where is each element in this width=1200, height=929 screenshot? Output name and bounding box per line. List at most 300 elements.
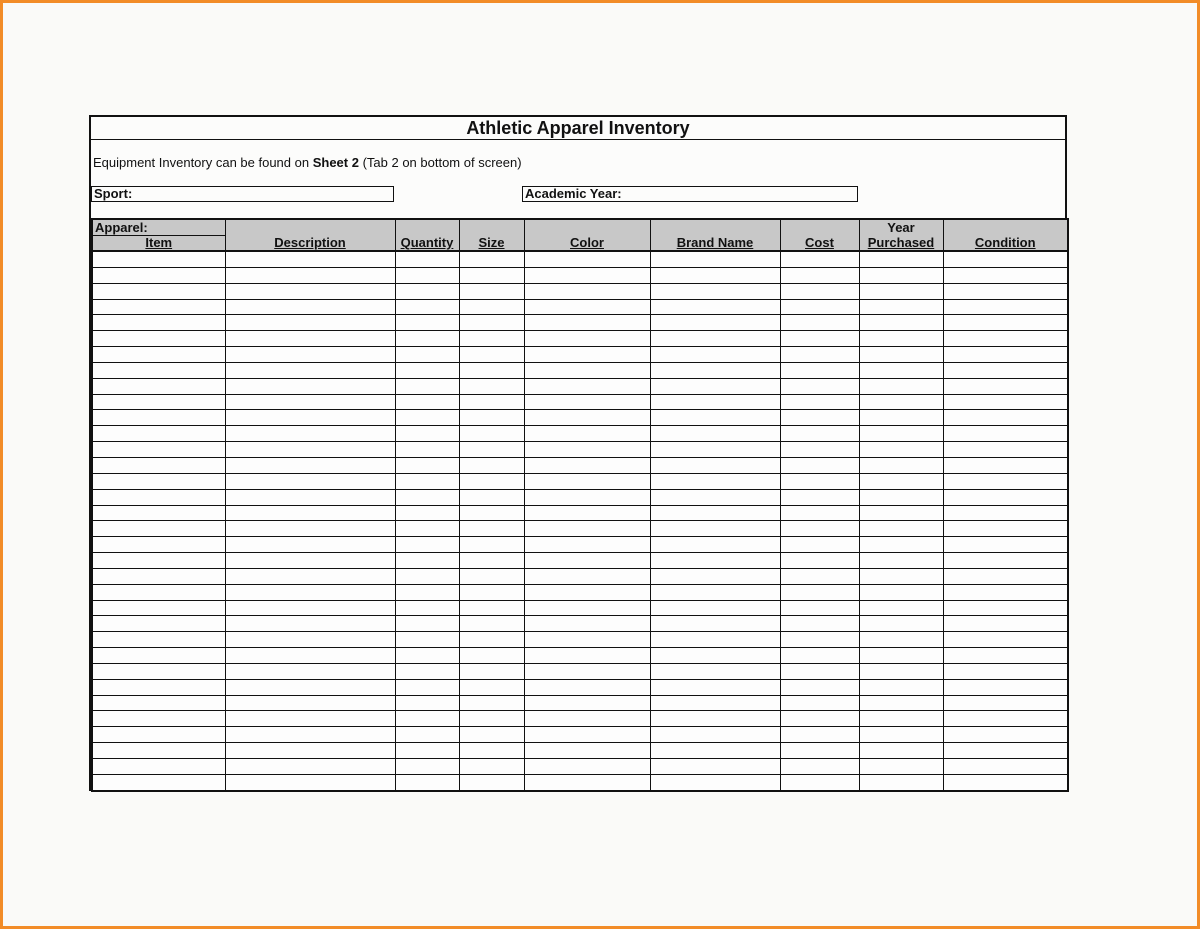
- cell-item[interactable]: [92, 663, 225, 679]
- cell-brand_name[interactable]: [650, 505, 780, 521]
- cell-year_purchased[interactable]: [859, 663, 943, 679]
- cell-description[interactable]: [225, 648, 395, 664]
- cell-quantity[interactable]: [395, 378, 459, 394]
- cell-quantity[interactable]: [395, 521, 459, 537]
- cell-condition[interactable]: [943, 315, 1068, 331]
- cell-description[interactable]: [225, 600, 395, 616]
- cell-description[interactable]: [225, 616, 395, 632]
- cell-quantity[interactable]: [395, 584, 459, 600]
- cell-item[interactable]: [92, 568, 225, 584]
- cell-cost[interactable]: [780, 315, 859, 331]
- cell-color[interactable]: [524, 632, 650, 648]
- cell-cost[interactable]: [780, 473, 859, 489]
- cell-color[interactable]: [524, 378, 650, 394]
- cell-item[interactable]: [92, 743, 225, 759]
- cell-brand_name[interactable]: [650, 347, 780, 363]
- cell-quantity[interactable]: [395, 362, 459, 378]
- cell-year_purchased[interactable]: [859, 774, 943, 790]
- cell-brand_name[interactable]: [650, 759, 780, 775]
- cell-condition[interactable]: [943, 505, 1068, 521]
- cell-size[interactable]: [459, 584, 524, 600]
- cell-brand_name[interactable]: [650, 695, 780, 711]
- cell-color[interactable]: [524, 663, 650, 679]
- cell-item[interactable]: [92, 679, 225, 695]
- cell-description[interactable]: [225, 489, 395, 505]
- cell-color[interactable]: [524, 410, 650, 426]
- cell-cost[interactable]: [780, 648, 859, 664]
- cell-year_purchased[interactable]: [859, 331, 943, 347]
- cell-cost[interactable]: [780, 505, 859, 521]
- cell-item[interactable]: [92, 537, 225, 553]
- cell-condition[interactable]: [943, 362, 1068, 378]
- cell-description[interactable]: [225, 410, 395, 426]
- cell-year_purchased[interactable]: [859, 600, 943, 616]
- cell-description[interactable]: [225, 774, 395, 790]
- cell-year_purchased[interactable]: [859, 473, 943, 489]
- cell-quantity[interactable]: [395, 600, 459, 616]
- cell-item[interactable]: [92, 553, 225, 569]
- cell-condition[interactable]: [943, 426, 1068, 442]
- cell-cost[interactable]: [780, 299, 859, 315]
- cell-brand_name[interactable]: [650, 743, 780, 759]
- cell-size[interactable]: [459, 648, 524, 664]
- cell-year_purchased[interactable]: [859, 442, 943, 458]
- sport-field[interactable]: [91, 186, 394, 202]
- cell-color[interactable]: [524, 267, 650, 283]
- cell-description[interactable]: [225, 663, 395, 679]
- cell-size[interactable]: [459, 600, 524, 616]
- cell-brand_name[interactable]: [650, 283, 780, 299]
- cell-year_purchased[interactable]: [859, 759, 943, 775]
- cell-quantity[interactable]: [395, 537, 459, 553]
- cell-cost[interactable]: [780, 743, 859, 759]
- cell-cost[interactable]: [780, 759, 859, 775]
- cell-size[interactable]: [459, 410, 524, 426]
- cell-cost[interactable]: [780, 267, 859, 283]
- cell-size[interactable]: [459, 679, 524, 695]
- cell-item[interactable]: [92, 600, 225, 616]
- cell-color[interactable]: [524, 251, 650, 267]
- cell-item[interactable]: [92, 299, 225, 315]
- cell-description[interactable]: [225, 362, 395, 378]
- cell-description[interactable]: [225, 378, 395, 394]
- cell-size[interactable]: [459, 632, 524, 648]
- cell-condition[interactable]: [943, 378, 1068, 394]
- cell-year_purchased[interactable]: [859, 283, 943, 299]
- cell-size[interactable]: [459, 743, 524, 759]
- cell-quantity[interactable]: [395, 426, 459, 442]
- cell-color[interactable]: [524, 315, 650, 331]
- cell-condition[interactable]: [943, 632, 1068, 648]
- cell-color[interactable]: [524, 600, 650, 616]
- cell-condition[interactable]: [943, 616, 1068, 632]
- cell-description[interactable]: [225, 251, 395, 267]
- cell-description[interactable]: [225, 457, 395, 473]
- cell-cost[interactable]: [780, 600, 859, 616]
- cell-cost[interactable]: [780, 489, 859, 505]
- cell-quantity[interactable]: [395, 616, 459, 632]
- cell-cost[interactable]: [780, 553, 859, 569]
- cell-condition[interactable]: [943, 473, 1068, 489]
- cell-color[interactable]: [524, 679, 650, 695]
- cell-quantity[interactable]: [395, 394, 459, 410]
- cell-brand_name[interactable]: [650, 473, 780, 489]
- cell-brand_name[interactable]: [650, 489, 780, 505]
- cell-quantity[interactable]: [395, 743, 459, 759]
- cell-item[interactable]: [92, 426, 225, 442]
- cell-cost[interactable]: [780, 616, 859, 632]
- cell-year_purchased[interactable]: [859, 505, 943, 521]
- cell-color[interactable]: [524, 584, 650, 600]
- cell-year_purchased[interactable]: [859, 553, 943, 569]
- cell-size[interactable]: [459, 695, 524, 711]
- cell-description[interactable]: [225, 759, 395, 775]
- cell-condition[interactable]: [943, 584, 1068, 600]
- cell-cost[interactable]: [780, 331, 859, 347]
- cell-brand_name[interactable]: [650, 568, 780, 584]
- cell-condition[interactable]: [943, 759, 1068, 775]
- cell-size[interactable]: [459, 283, 524, 299]
- cell-condition[interactable]: [943, 679, 1068, 695]
- cell-description[interactable]: [225, 267, 395, 283]
- cell-year_purchased[interactable]: [859, 267, 943, 283]
- cell-condition[interactable]: [943, 727, 1068, 743]
- cell-brand_name[interactable]: [650, 553, 780, 569]
- cell-description[interactable]: [225, 299, 395, 315]
- cell-item[interactable]: [92, 632, 225, 648]
- cell-size[interactable]: [459, 553, 524, 569]
- cell-color[interactable]: [524, 568, 650, 584]
- cell-year_purchased[interactable]: [859, 584, 943, 600]
- cell-cost[interactable]: [780, 394, 859, 410]
- cell-cost[interactable]: [780, 410, 859, 426]
- cell-brand_name[interactable]: [650, 632, 780, 648]
- cell-item[interactable]: [92, 442, 225, 458]
- cell-year_purchased[interactable]: [859, 616, 943, 632]
- cell-quantity[interactable]: [395, 505, 459, 521]
- cell-quantity[interactable]: [395, 727, 459, 743]
- cell-size[interactable]: [459, 489, 524, 505]
- cell-quantity[interactable]: [395, 774, 459, 790]
- cell-condition[interactable]: [943, 743, 1068, 759]
- cell-condition[interactable]: [943, 442, 1068, 458]
- cell-color[interactable]: [524, 648, 650, 664]
- cell-quantity[interactable]: [395, 299, 459, 315]
- cell-description[interactable]: [225, 568, 395, 584]
- cell-description[interactable]: [225, 442, 395, 458]
- cell-color[interactable]: [524, 759, 650, 775]
- cell-color[interactable]: [524, 299, 650, 315]
- cell-brand_name[interactable]: [650, 394, 780, 410]
- cell-quantity[interactable]: [395, 711, 459, 727]
- cell-size[interactable]: [459, 759, 524, 775]
- cell-item[interactable]: [92, 473, 225, 489]
- cell-brand_name[interactable]: [650, 410, 780, 426]
- cell-brand_name[interactable]: [650, 616, 780, 632]
- cell-condition[interactable]: [943, 283, 1068, 299]
- cell-item[interactable]: [92, 505, 225, 521]
- cell-quantity[interactable]: [395, 648, 459, 664]
- cell-size[interactable]: [459, 663, 524, 679]
- cell-condition[interactable]: [943, 774, 1068, 790]
- cell-color[interactable]: [524, 473, 650, 489]
- cell-color[interactable]: [524, 727, 650, 743]
- cell-size[interactable]: [459, 394, 524, 410]
- cell-size[interactable]: [459, 568, 524, 584]
- cell-year_purchased[interactable]: [859, 394, 943, 410]
- cell-description[interactable]: [225, 727, 395, 743]
- cell-description[interactable]: [225, 505, 395, 521]
- cell-condition[interactable]: [943, 648, 1068, 664]
- cell-condition[interactable]: [943, 537, 1068, 553]
- cell-quantity[interactable]: [395, 251, 459, 267]
- cell-brand_name[interactable]: [650, 362, 780, 378]
- cell-brand_name[interactable]: [650, 600, 780, 616]
- cell-color[interactable]: [524, 394, 650, 410]
- cell-item[interactable]: [92, 695, 225, 711]
- cell-item[interactable]: [92, 283, 225, 299]
- cell-description[interactable]: [225, 584, 395, 600]
- cell-year_purchased[interactable]: [859, 489, 943, 505]
- cell-color[interactable]: [524, 616, 650, 632]
- cell-color[interactable]: [524, 442, 650, 458]
- cell-condition[interactable]: [943, 600, 1068, 616]
- cell-size[interactable]: [459, 362, 524, 378]
- cell-item[interactable]: [92, 315, 225, 331]
- cell-year_purchased[interactable]: [859, 695, 943, 711]
- cell-size[interactable]: [459, 457, 524, 473]
- cell-year_purchased[interactable]: [859, 568, 943, 584]
- cell-condition[interactable]: [943, 267, 1068, 283]
- cell-cost[interactable]: [780, 727, 859, 743]
- cell-cost[interactable]: [780, 663, 859, 679]
- cell-size[interactable]: [459, 378, 524, 394]
- cell-cost[interactable]: [780, 584, 859, 600]
- cell-year_purchased[interactable]: [859, 315, 943, 331]
- cell-color[interactable]: [524, 521, 650, 537]
- cell-cost[interactable]: [780, 442, 859, 458]
- cell-color[interactable]: [524, 426, 650, 442]
- cell-item[interactable]: [92, 457, 225, 473]
- cell-size[interactable]: [459, 505, 524, 521]
- cell-cost[interactable]: [780, 679, 859, 695]
- cell-item[interactable]: [92, 267, 225, 283]
- cell-cost[interactable]: [780, 632, 859, 648]
- cell-quantity[interactable]: [395, 267, 459, 283]
- cell-brand_name[interactable]: [650, 663, 780, 679]
- cell-quantity[interactable]: [395, 457, 459, 473]
- cell-brand_name[interactable]: [650, 299, 780, 315]
- cell-condition[interactable]: [943, 711, 1068, 727]
- cell-description[interactable]: [225, 283, 395, 299]
- cell-quantity[interactable]: [395, 283, 459, 299]
- cell-quantity[interactable]: [395, 489, 459, 505]
- cell-cost[interactable]: [780, 362, 859, 378]
- cell-color[interactable]: [524, 695, 650, 711]
- cell-item[interactable]: [92, 584, 225, 600]
- cell-condition[interactable]: [943, 410, 1068, 426]
- cell-color[interactable]: [524, 505, 650, 521]
- cell-description[interactable]: [225, 473, 395, 489]
- cell-brand_name[interactable]: [650, 648, 780, 664]
- cell-year_purchased[interactable]: [859, 743, 943, 759]
- cell-color[interactable]: [524, 743, 650, 759]
- cell-cost[interactable]: [780, 695, 859, 711]
- cell-size[interactable]: [459, 473, 524, 489]
- cell-item[interactable]: [92, 410, 225, 426]
- cell-quantity[interactable]: [395, 759, 459, 775]
- cell-color[interactable]: [524, 537, 650, 553]
- cell-brand_name[interactable]: [650, 426, 780, 442]
- cell-size[interactable]: [459, 521, 524, 537]
- cell-description[interactable]: [225, 426, 395, 442]
- cell-size[interactable]: [459, 711, 524, 727]
- cell-description[interactable]: [225, 331, 395, 347]
- cell-size[interactable]: [459, 251, 524, 267]
- cell-description[interactable]: [225, 537, 395, 553]
- cell-brand_name[interactable]: [650, 584, 780, 600]
- academic-year-field[interactable]: [522, 186, 858, 202]
- cell-cost[interactable]: [780, 568, 859, 584]
- cell-description[interactable]: [225, 679, 395, 695]
- cell-item[interactable]: [92, 394, 225, 410]
- cell-item[interactable]: [92, 378, 225, 394]
- cell-item[interactable]: [92, 774, 225, 790]
- cell-cost[interactable]: [780, 347, 859, 363]
- cell-color[interactable]: [524, 347, 650, 363]
- cell-item[interactable]: [92, 711, 225, 727]
- cell-year_purchased[interactable]: [859, 410, 943, 426]
- cell-size[interactable]: [459, 347, 524, 363]
- cell-brand_name[interactable]: [650, 378, 780, 394]
- cell-quantity[interactable]: [395, 679, 459, 695]
- cell-brand_name[interactable]: [650, 521, 780, 537]
- cell-year_purchased[interactable]: [859, 426, 943, 442]
- cell-year_purchased[interactable]: [859, 521, 943, 537]
- cell-color[interactable]: [524, 553, 650, 569]
- cell-size[interactable]: [459, 537, 524, 553]
- cell-year_purchased[interactable]: [859, 457, 943, 473]
- cell-condition[interactable]: [943, 457, 1068, 473]
- cell-item[interactable]: [92, 648, 225, 664]
- cell-size[interactable]: [459, 426, 524, 442]
- cell-size[interactable]: [459, 727, 524, 743]
- cell-size[interactable]: [459, 267, 524, 283]
- cell-brand_name[interactable]: [650, 442, 780, 458]
- cell-cost[interactable]: [780, 457, 859, 473]
- cell-cost[interactable]: [780, 251, 859, 267]
- cell-year_purchased[interactable]: [859, 378, 943, 394]
- cell-condition[interactable]: [943, 251, 1068, 267]
- cell-quantity[interactable]: [395, 331, 459, 347]
- cell-description[interactable]: [225, 632, 395, 648]
- cell-size[interactable]: [459, 331, 524, 347]
- cell-size[interactable]: [459, 774, 524, 790]
- cell-year_purchased[interactable]: [859, 347, 943, 363]
- cell-year_purchased[interactable]: [859, 299, 943, 315]
- cell-item[interactable]: [92, 727, 225, 743]
- cell-brand_name[interactable]: [650, 331, 780, 347]
- cell-cost[interactable]: [780, 711, 859, 727]
- cell-condition[interactable]: [943, 347, 1068, 363]
- cell-size[interactable]: [459, 315, 524, 331]
- cell-condition[interactable]: [943, 663, 1068, 679]
- cell-size[interactable]: [459, 442, 524, 458]
- cell-year_purchased[interactable]: [859, 251, 943, 267]
- cell-color[interactable]: [524, 711, 650, 727]
- cell-size[interactable]: [459, 616, 524, 632]
- cell-item[interactable]: [92, 251, 225, 267]
- cell-quantity[interactable]: [395, 410, 459, 426]
- cell-description[interactable]: [225, 695, 395, 711]
- cell-item[interactable]: [92, 616, 225, 632]
- cell-brand_name[interactable]: [650, 537, 780, 553]
- cell-description[interactable]: [225, 711, 395, 727]
- cell-item[interactable]: [92, 489, 225, 505]
- cell-quantity[interactable]: [395, 553, 459, 569]
- cell-brand_name[interactable]: [650, 315, 780, 331]
- cell-cost[interactable]: [780, 426, 859, 442]
- cell-color[interactable]: [524, 362, 650, 378]
- cell-item[interactable]: [92, 521, 225, 537]
- cell-cost[interactable]: [780, 774, 859, 790]
- cell-quantity[interactable]: [395, 632, 459, 648]
- cell-item[interactable]: [92, 347, 225, 363]
- cell-color[interactable]: [524, 489, 650, 505]
- cell-color[interactable]: [524, 774, 650, 790]
- cell-condition[interactable]: [943, 568, 1068, 584]
- cell-year_purchased[interactable]: [859, 648, 943, 664]
- cell-brand_name[interactable]: [650, 457, 780, 473]
- cell-year_purchased[interactable]: [859, 711, 943, 727]
- cell-year_purchased[interactable]: [859, 632, 943, 648]
- cell-description[interactable]: [225, 315, 395, 331]
- cell-brand_name[interactable]: [650, 267, 780, 283]
- cell-quantity[interactable]: [395, 315, 459, 331]
- cell-brand_name[interactable]: [650, 711, 780, 727]
- cell-quantity[interactable]: [395, 695, 459, 711]
- cell-description[interactable]: [225, 521, 395, 537]
- cell-color[interactable]: [524, 457, 650, 473]
- cell-description[interactable]: [225, 553, 395, 569]
- cell-color[interactable]: [524, 283, 650, 299]
- cell-condition[interactable]: [943, 299, 1068, 315]
- cell-item[interactable]: [92, 331, 225, 347]
- cell-condition[interactable]: [943, 695, 1068, 711]
- cell-year_purchased[interactable]: [859, 727, 943, 743]
- cell-quantity[interactable]: [395, 663, 459, 679]
- cell-condition[interactable]: [943, 331, 1068, 347]
- cell-cost[interactable]: [780, 378, 859, 394]
- cell-cost[interactable]: [780, 521, 859, 537]
- cell-quantity[interactable]: [395, 442, 459, 458]
- cell-size[interactable]: [459, 299, 524, 315]
- cell-cost[interactable]: [780, 283, 859, 299]
- cell-year_purchased[interactable]: [859, 362, 943, 378]
- cell-condition[interactable]: [943, 521, 1068, 537]
- cell-description[interactable]: [225, 743, 395, 759]
- cell-quantity[interactable]: [395, 568, 459, 584]
- cell-year_purchased[interactable]: [859, 679, 943, 695]
- cell-item[interactable]: [92, 362, 225, 378]
- cell-item[interactable]: [92, 759, 225, 775]
- cell-brand_name[interactable]: [650, 679, 780, 695]
- cell-condition[interactable]: [943, 394, 1068, 410]
- cell-description[interactable]: [225, 394, 395, 410]
- cell-cost[interactable]: [780, 537, 859, 553]
- cell-quantity[interactable]: [395, 473, 459, 489]
- cell-condition[interactable]: [943, 553, 1068, 569]
